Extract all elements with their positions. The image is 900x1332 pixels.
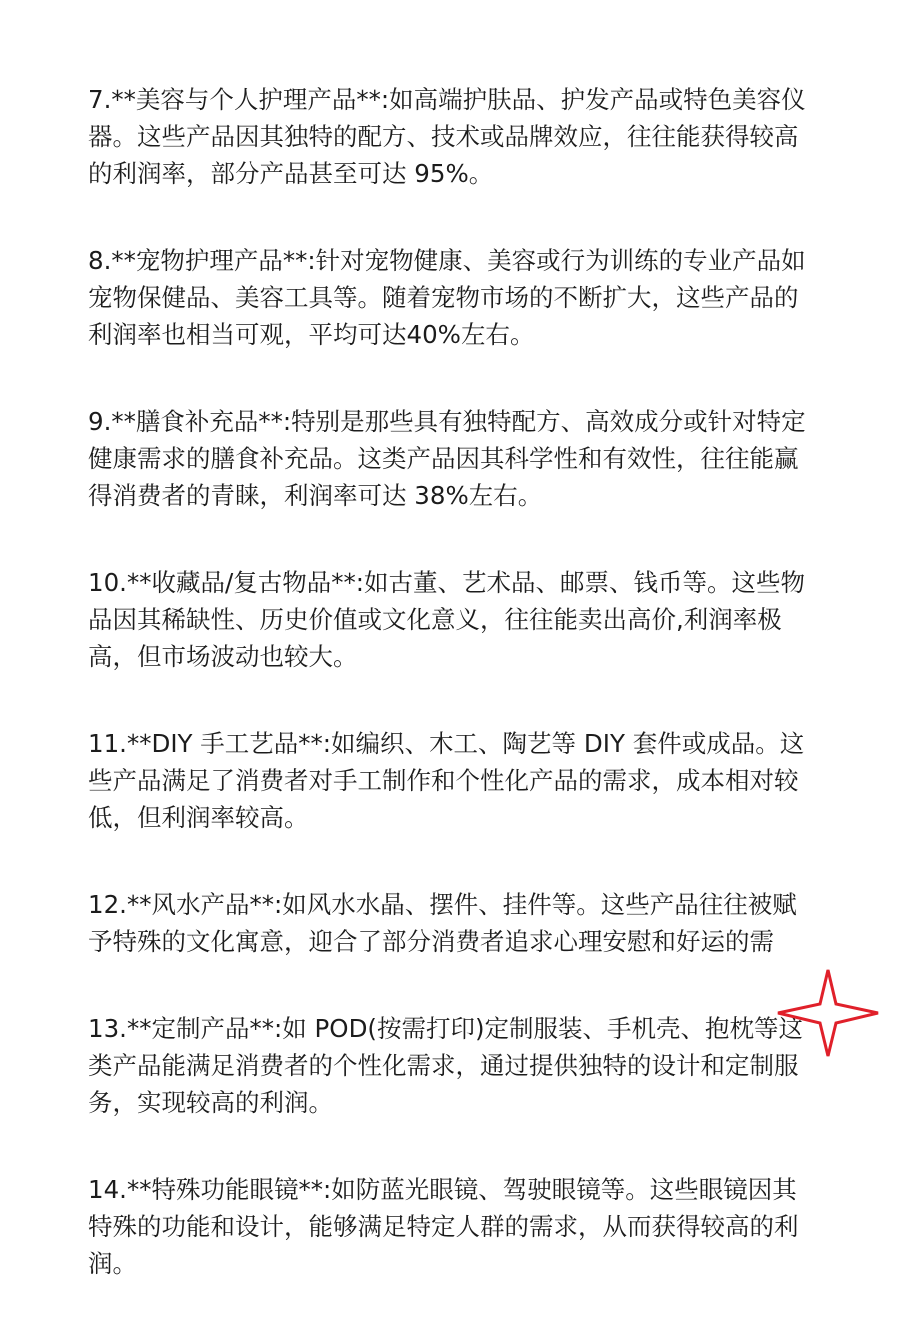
list-item-14: 14.**特殊功能眼镜**:如防蓝光眼镜、驾驶眼镜等。这些眼镜因其特殊的功能和设计，能够满足特定人群的需求，从而获得较高的利润。 [88,1175,799,1278]
list-item-9: 9.**膳食补充品**:特别是那些具有独特配方、高效成分或针对特定健康需求的膳食补充品。这类产品因其科学性和有效性，往往能赢得消费者的青睐，利润率可达 38%左右。 [88,407,806,510]
list-item-10: 10.**收藏品/复古物品**:如古董、艺术品、邮票、钱币等。这些物品因其稀缺性、历史价值或文化意义，往往能卖出高价,利润率极高，但市场波动也较大。 [88,568,805,671]
list-item-12: 12.**风水产品**:如风水水晶、摆件、挂件等。这些产品往往被赋予特殊的文化寓意，迎合了部分消费者追求心理安慰和好运的需 [88,890,797,956]
star-icon [776,968,880,1058]
list-item-11: 11.**DIY 手工艺品**:如编织、木工、陶艺等 DIY 套件或成品。这些产品满足了消费者对手工制作和个性化产品的需求，成本相对较低，但利润率较高。 [88,729,805,832]
list-item-8: 8.**宠物护理产品**:针对宠物健康、美容或行为训练的专业产品如宠物保健品、美容工具等。随着宠物市场的不断扩大，这些产品的利润率也相当可观，平均可达40%左右。 [88,246,806,349]
article-body [88,81,818,1332]
list-item-13: 13.**定制产品**:如 POD(按需打印)定制服装、手机壳、抱枕等这类产品能满足消费者的个性化需求，通过提供独特的设计和定制服务，实现较高的利润。 [88,1014,804,1117]
star-icon-outline [778,970,878,1056]
list-item-7: 7.**美容与个人护理产品**:如高端护肤品、护发产品或特色美容仪器。这些产品因其独特的配方、技术或品牌效应，往往能获得较高的利润率，部分产品甚至可达 95%。 [88,85,806,188]
